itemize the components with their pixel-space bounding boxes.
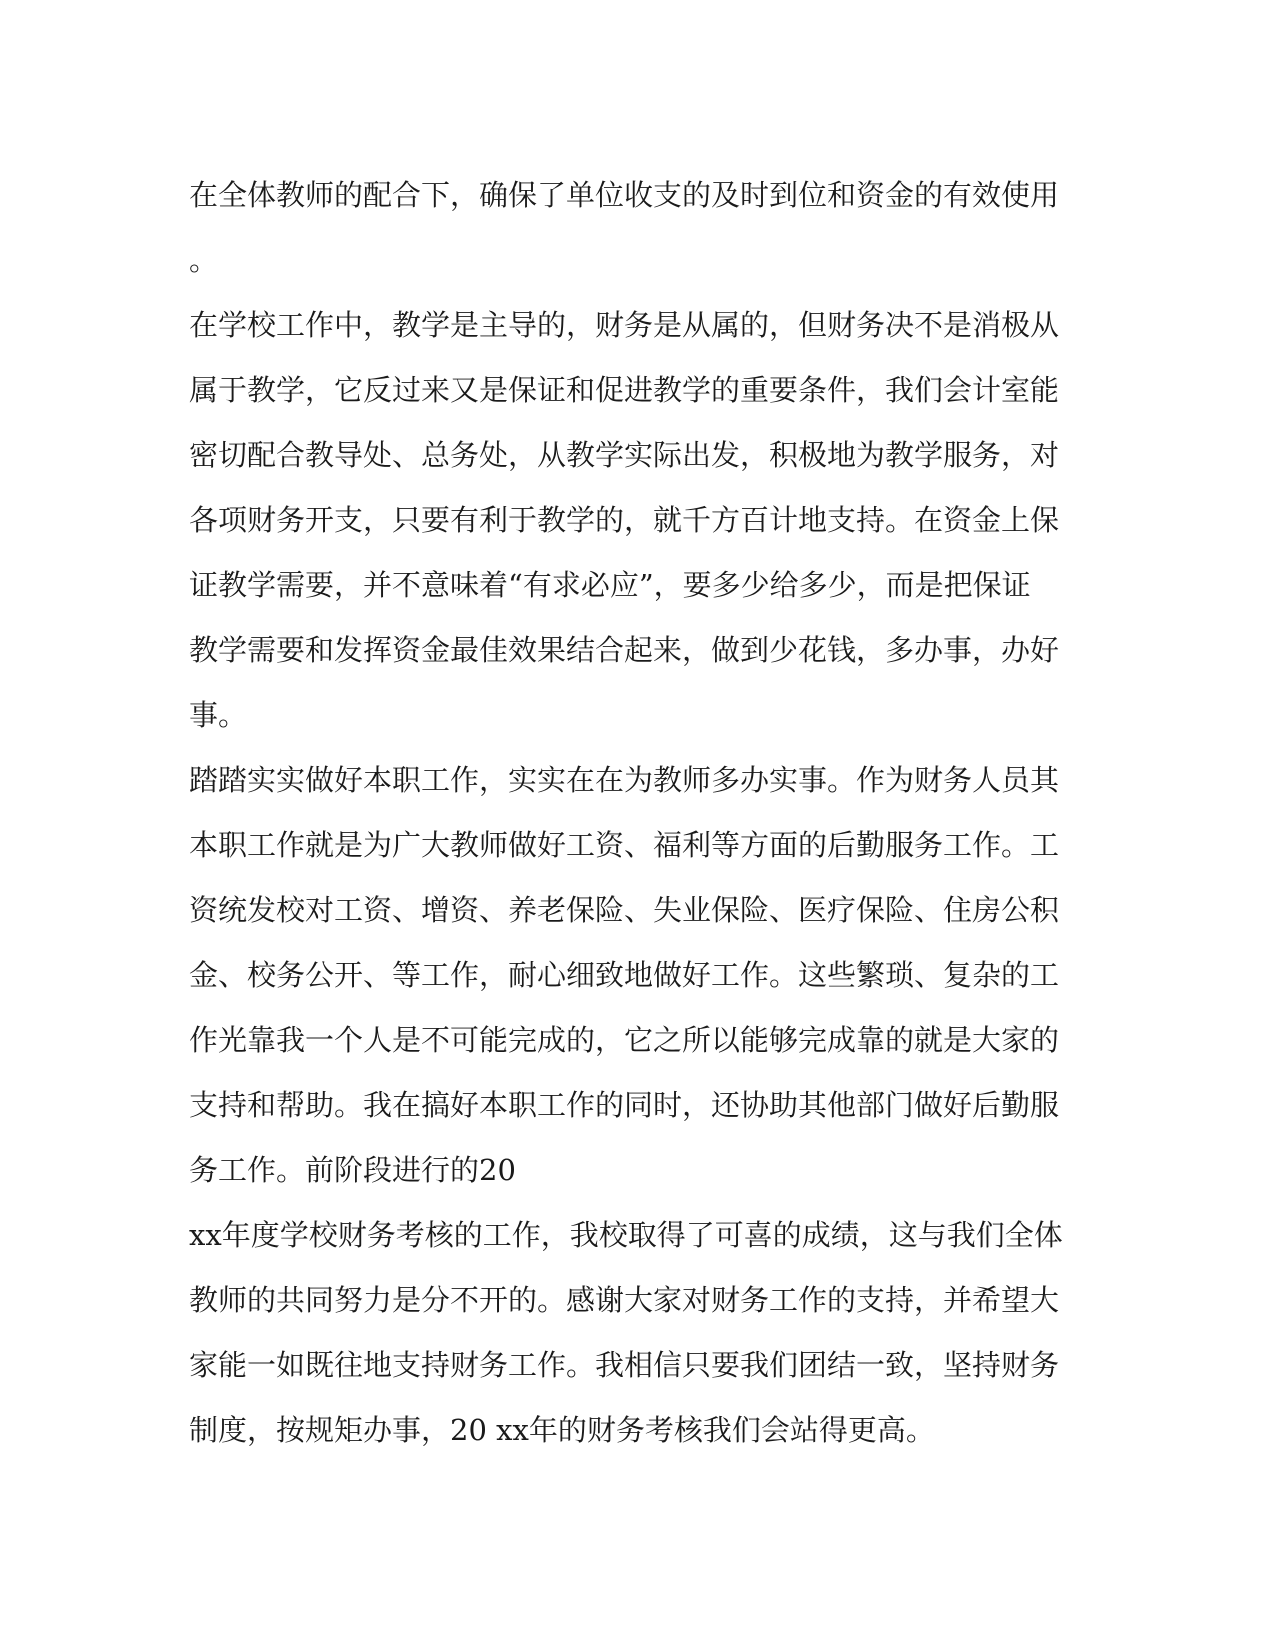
text-line: 资统发校对工资、增资、养老保险、失业保险、医疗保险、住房公积 (189, 893, 1060, 927)
text-line: 在全体教师的配合下，确保了单位收支的及时到位和资金的有效使用 (189, 178, 1060, 212)
text-line: 家能一如既往地支持财务工作。我相信只要我们团结一致，坚持财务 (189, 1348, 1060, 1382)
text-line: 务工作。前阶段进行的20 (189, 1153, 516, 1187)
text-line: 证教学需要，并不意味着“有求必应”，要多少给多少，而是把保证 (189, 568, 1031, 602)
text-line: 制度，按规矩办事，20 xx年的财务考核我们会站得更高。 (189, 1413, 935, 1447)
text-line: 。 (189, 243, 219, 277)
text-line: 属于教学，它反过来又是保证和促进教学的重要条件，我们会计室能 (189, 373, 1060, 407)
text-line: 密切配合教导处、总务处，从教学实际出发，积极地为教学服务，对 (189, 438, 1060, 472)
text-line: 金、校务公开、等工作，耐心细致地做好工作。这些繁琐、复杂的工 (189, 958, 1060, 992)
text-line: 本职工作就是为广大教师做好工资、福利等方面的后勤服务工作。工 (189, 828, 1060, 862)
text-line: 作光靠我一个人是不可能完成的，它之所以能够完成靠的就是大家的 (189, 1023, 1060, 1057)
text-line: 教师的共同努力是分不开的。感谢大家对财务工作的支持，并希望大 (189, 1283, 1060, 1317)
text-line: 各项财务开支，只要有利于教学的，就千方百计地支持。在资金上保 (189, 503, 1060, 537)
text-line: xx年度学校财务考核的工作，我校取得了可喜的成绩，这与我们全体 (189, 1218, 1063, 1252)
text-line: 教学需要和发挥资金最佳效果结合起来，做到少花钱，多办事，办好 (189, 633, 1060, 667)
text-line: 支持和帮助。我在搞好本职工作的同时，还协助其他部门做好后勤服 (189, 1088, 1060, 1122)
body-text (189, 163, 1069, 1463)
text-line: 在学校工作中，教学是主导的，财务是从属的，但财务决不是消极从 (189, 308, 1060, 342)
text-line: 踏踏实实做好本职工作，实实在在为教师多办实事。作为财务人员其 (189, 763, 1060, 797)
text-line: 事。 (189, 698, 248, 732)
